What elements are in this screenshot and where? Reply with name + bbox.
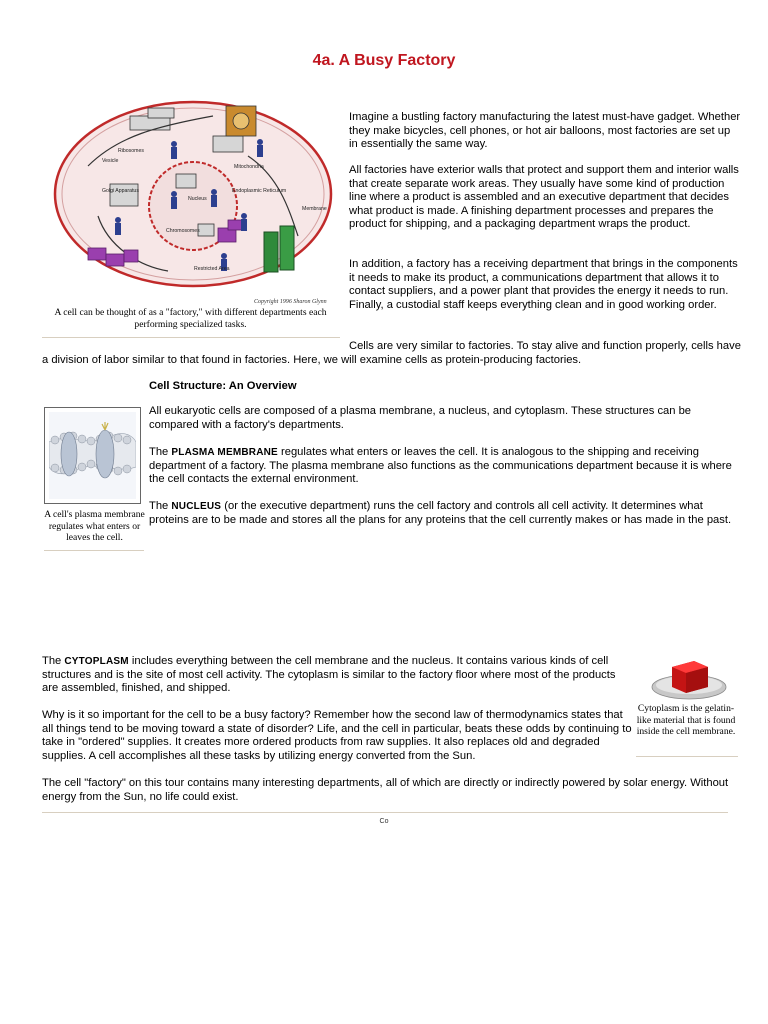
plasma-membrane-term: PLASMA MEMBRANE bbox=[171, 447, 278, 458]
nucleus-rest: (or the executive department) runs the cell factory and controls all cell activity. It determines what proteins are to be made and stores all the plans for any proteins that the cell currently makes or has made in the past. bbox=[149, 500, 732, 526]
cytoplasm-lead: The bbox=[42, 655, 65, 667]
label-vesicle: Vesicle bbox=[102, 158, 119, 164]
cytoplasm-cube-illustration bbox=[650, 655, 728, 701]
membrane-caption-divider bbox=[44, 550, 144, 551]
solar-energy-paragraph: The cell "factory" on this tour contains many interesting departments, all of which are directly or indirectly powered by solar energy. Without energy from the Sun, no life could exist. bbox=[42, 777, 729, 803]
label-ribosomes: Ribosomes bbox=[118, 148, 144, 154]
label-chromosomes: Chromosomes bbox=[166, 228, 200, 234]
cytoplasm-term: CYTOPLASM bbox=[64, 656, 129, 667]
cytoplasm-caption-divider bbox=[636, 756, 738, 757]
nucleus-lead: The bbox=[149, 500, 172, 512]
nucleus-paragraph bbox=[149, 500, 741, 527]
label-nucleus: Nucleus bbox=[188, 196, 207, 202]
plasma-rest: regulates what enters or leaves the cell. It is analogous to the shipping and receiving department of a factory. The plasma membrane also functions as the communications department because it is where the cell contacts the external environment. bbox=[149, 446, 732, 485]
cytoplasm-caption: Cytoplasm is the gelatin-like material that is found inside the cell membrane. bbox=[636, 703, 736, 737]
label-mitochondria: Mitochondria bbox=[234, 164, 264, 170]
footer-divider bbox=[42, 812, 728, 813]
nucleus-term: NUCLEUS bbox=[171, 501, 222, 512]
cytoplasm-rest: includes everything between the cell membrane and the nucleus. It contains various kinds of cell structures and is the site of most cell activity. The cytoplasm is similar to the factory floor where most of the products are assembled, finished, and shipped. bbox=[42, 655, 616, 694]
cytoplasm-paragraph bbox=[42, 655, 632, 696]
plasma-membrane-illustration bbox=[49, 412, 136, 499]
footer-text: Co bbox=[379, 818, 389, 825]
cell-factory-illustration bbox=[48, 96, 343, 306]
membrane-image-frame bbox=[44, 407, 141, 504]
membrane-caption: A cell's plasma membrane regulates what enters or leaves the cell. bbox=[44, 509, 145, 543]
figure-copyright: Copyright 1996 Sharon Glynn bbox=[254, 299, 327, 305]
factory-caption: A cell can be thought of as a "factory," with different departments each performing specialized tasks. bbox=[54, 307, 327, 330]
label-er: Endoplasmic Reticulum bbox=[232, 188, 287, 194]
label-membrane: Membrane bbox=[302, 206, 327, 212]
overview-heading: Cell Structure: An Overview bbox=[149, 380, 297, 392]
plasma-membrane-paragraph bbox=[149, 446, 741, 487]
intro-paragraph-3: In addition, a factory has a receiving department that brings in the components it needs to make its product, a communications department that allows it to contact suppliers, and a power plant that provides the energy it needs to run. Finally, a custodial staff keeps everything clean and in good working order. bbox=[349, 258, 738, 311]
page-title: 4a. A Busy Factory bbox=[312, 52, 456, 69]
label-restricted: Restricted Area bbox=[194, 266, 230, 272]
intro-paragraph-2: All factories have exterior walls that protect and support them and interior walls that create separate work areas. They usually have some kind of production line where a product is assembled and an executive department that decides what product is made. A finishing department processes and prepares the product for shipping, and a packaging department wraps the product. bbox=[349, 164, 739, 230]
label-golgi: Golgi Apparatus bbox=[102, 188, 139, 194]
plasma-lead: The bbox=[149, 446, 172, 458]
intro-paragraph-4: Cells are very similar to factories. To stay alive and function properly, cells have a division of labor similar to that found in factories. Here, we will examine cells as protein-producing factories. bbox=[42, 340, 741, 366]
intro-paragraph-1: Imagine a bustling factory manufacturing the latest must-have gadget. Whether they make bicycles, cell phones, or hot air balloons, most factories are set up in essentially the same way. bbox=[349, 111, 741, 150]
overview-paragraph: All eukaryotic cells are composed of a plasma membrane, a nucleus, and cytoplasm. These structures can be compared with a factory's departments. bbox=[149, 405, 692, 431]
factory-caption-divider bbox=[42, 337, 340, 338]
busy-factory-paragraph: Why is it so important for the cell to be a busy factory? Remember how the second law of thermodynamics states that all things tend to be moving toward a state of disorder? Life, and the cell in particular, beats these odds by continuing to take in "ordered" supplies. It creates more ordered products from raw supplies. It also replaces old and degraded supplies. A cell accomplishes all these tasks by utilizing energy converted from the Sun. bbox=[42, 709, 632, 762]
